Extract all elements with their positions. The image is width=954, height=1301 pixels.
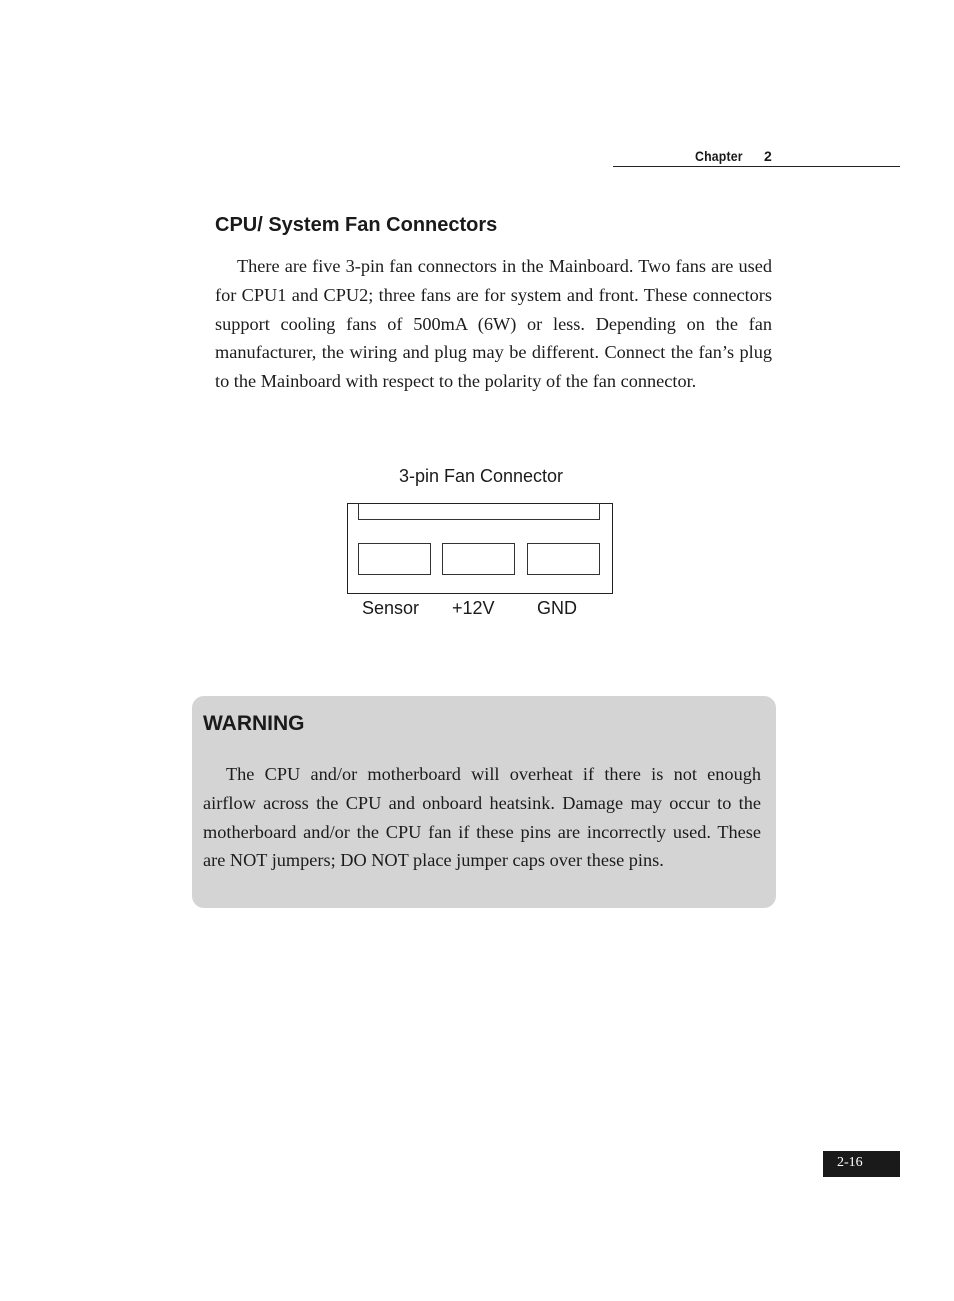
warning-box: [192, 696, 776, 908]
connector-pin-gnd: [527, 543, 600, 575]
warning-text: The CPU and/or motherboard will overheat if there is not enough airflow across the CPU and onboard heatsink. Damage may occur to the motherboard and/or the CPU fan if these pins are incorrectly used. These are NOT jumpers; DO NOT place jumper caps over these pins.: [203, 764, 761, 871]
pin-label-sensor: Sensor: [362, 598, 420, 618]
fan-connector-diagram: [347, 503, 613, 594]
chapter-header: [613, 146, 900, 167]
chapter-label: Chapter: [695, 148, 743, 164]
chapter-number: 2: [764, 148, 772, 164]
pin-label-gnd: GND: [537, 598, 577, 618]
diagram-title: 3-pin Fan Connector: [398, 466, 564, 486]
connector-pin-sensor: [358, 543, 431, 575]
section-paragraph: There are five 3-pin fan connectors in the Mainboard. Two fans are used for CPU1 and CPU2; three fans are for system and front. These connectors support cooling fans of 500mA (6W) or less. Depending on the fan manufacturer, the wiring and plug may be different. Connect the fan’s plug to the Mainboard with respect to the polarity of the fan connector.: [215, 256, 772, 392]
pin-label-12v: +12V: [452, 598, 495, 618]
page-number: 2-16: [823, 1151, 900, 1177]
warning-title: WARNING: [203, 712, 305, 735]
connector-pin-12v: [442, 543, 515, 575]
section-title: CPU/ System Fan Connectors: [215, 214, 498, 236]
connector-key-bar: [358, 503, 600, 520]
